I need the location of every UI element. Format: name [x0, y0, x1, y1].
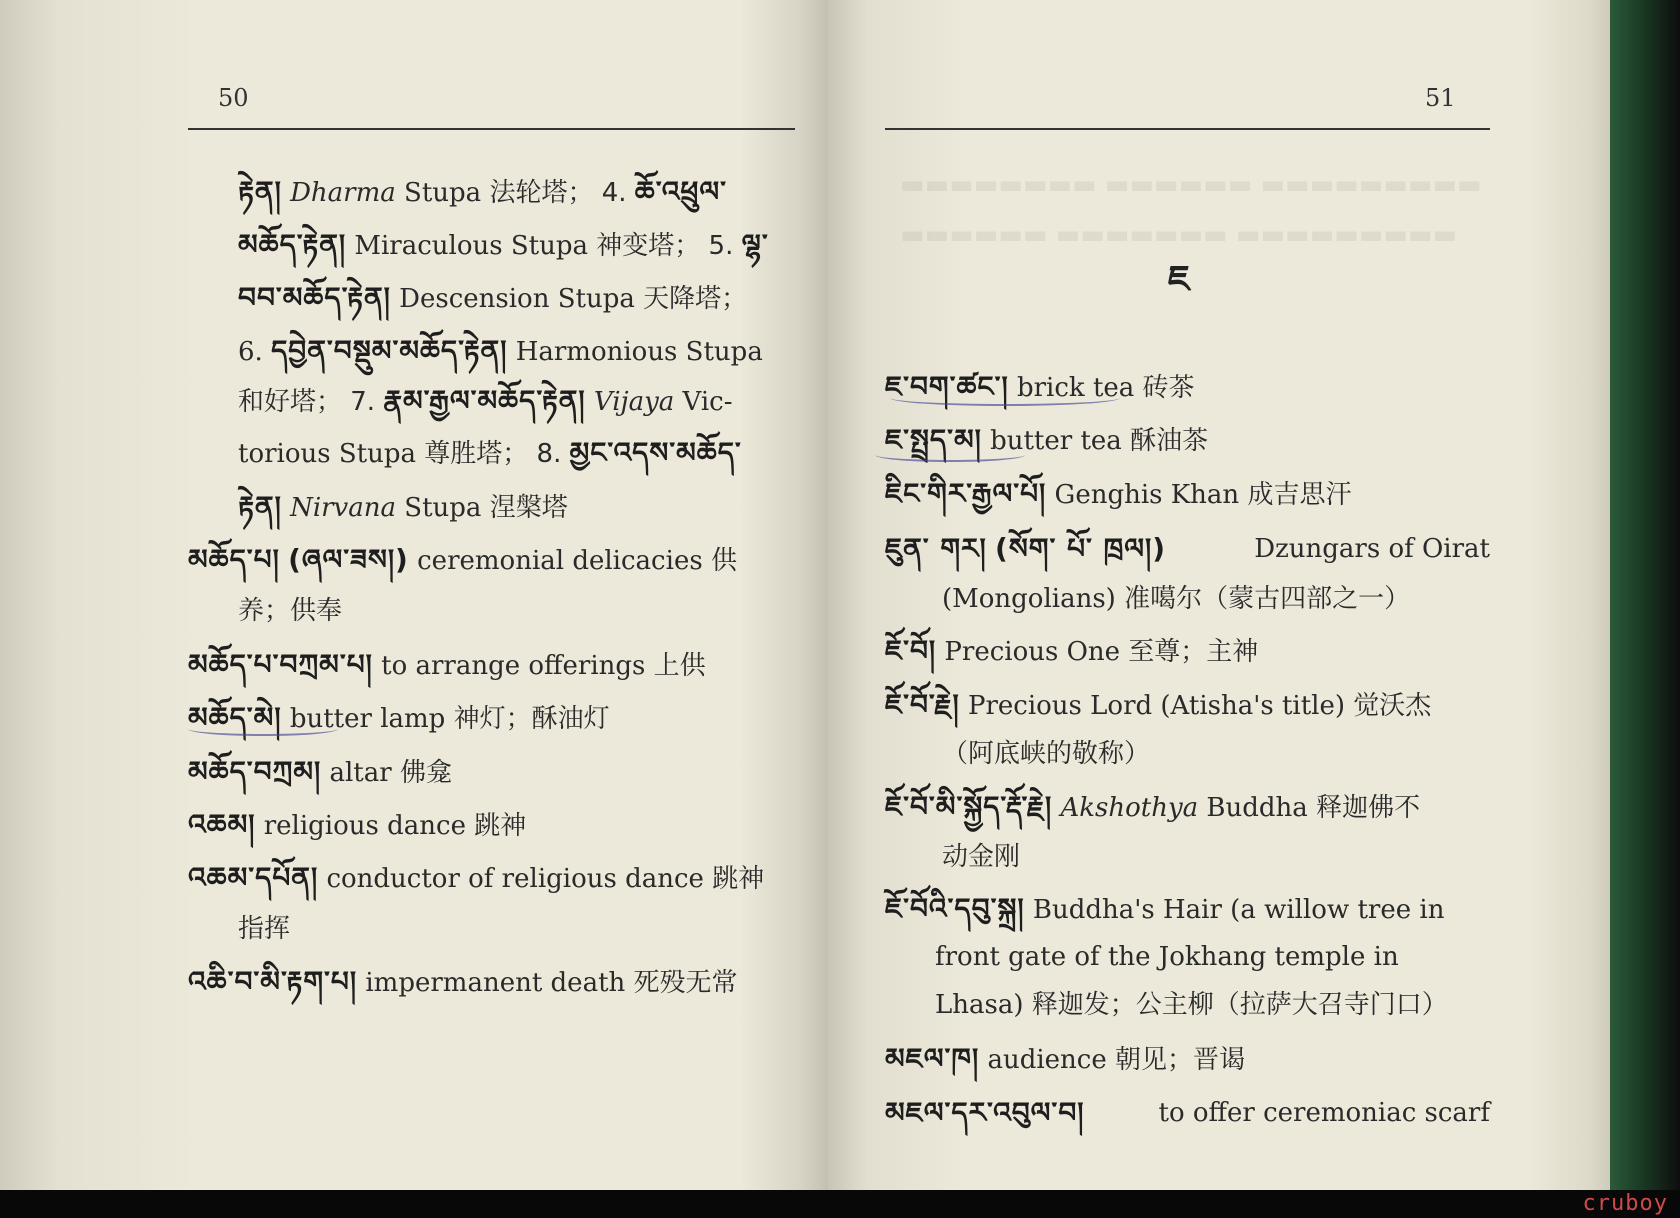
english-gloss: Vic- — [682, 387, 733, 417]
chinese-gloss: 涅槃塔 — [489, 493, 568, 523]
tibetan-term: རྟེན། — [238, 175, 282, 208]
entry-line — [942, 840, 1020, 874]
tibetan-headword: ཇོ་བོ། — [885, 634, 937, 667]
header-rule-left — [188, 128, 795, 130]
chinese-gloss: 神变塔； 5. — [596, 231, 734, 261]
entry-line — [885, 688, 1431, 723]
chinese-gloss: 指挥 — [238, 914, 291, 944]
chinese-gloss: 朝见；晋谒 — [1115, 1045, 1246, 1075]
tibetan-headword: མཆོད་བཀྲམ། — [188, 755, 322, 788]
tibetan-headword: མཆོད་པ། — [188, 543, 280, 576]
tibetan-term: བབ་མཆོད་རྟེན། — [238, 281, 391, 314]
entry-line — [885, 634, 1258, 669]
chinese-gloss: 上供 — [653, 651, 706, 681]
italic-term: Dharma — [290, 178, 396, 208]
english-gloss: religious dance — [263, 811, 466, 841]
entry-line — [188, 543, 737, 578]
english-gloss: impermanent death — [365, 968, 626, 998]
chinese-gloss: 死殁无常 — [633, 968, 738, 998]
entry-line — [885, 790, 1420, 825]
tibetan-headword: ཇོ་བོ་རྗེ། — [885, 688, 960, 721]
pen-underline — [188, 722, 338, 736]
entry-line — [188, 808, 526, 843]
entry-line — [942, 582, 1410, 616]
entry-line — [238, 436, 742, 471]
tibetan-headword: ཇོ་བོའི་དབུ་སྐྲ། — [885, 892, 1025, 925]
english-gloss: conductor of religious dance — [326, 864, 704, 894]
english-gloss: Stupa — [404, 178, 482, 208]
entry-line — [238, 334, 763, 369]
italic-term: Akshothya — [1060, 793, 1199, 823]
entry-line — [238, 912, 290, 946]
chinese-gloss: 跳神 — [712, 864, 765, 894]
english-gloss: Buddha's Hair (a willow tree in — [1032, 895, 1445, 925]
chinese-gloss: 法轮塔； 4. — [489, 178, 627, 208]
english-gloss: to offer ceremoniac scarf — [1158, 1098, 1490, 1128]
english-gloss: to arrange offerings — [381, 651, 646, 681]
entry-line — [238, 490, 568, 525]
tibetan-headword: མཇལ་དར་འབུལ་བ། — [885, 1096, 1085, 1129]
chinese-gloss: 天降塔； — [643, 284, 748, 314]
entry-line — [188, 965, 738, 1000]
english-gloss: Miraculous Stupa — [354, 231, 589, 261]
english-gloss: torious Stupa — [238, 439, 417, 469]
tibetan-term: རྟེན། — [238, 490, 282, 523]
entry-line — [885, 477, 1351, 512]
english-gloss: Descension Stupa — [399, 284, 635, 314]
tibetan-headword: ཇ་བག་ཚང་། — [885, 370, 1009, 403]
tibetan-headword: ཇ་སྤྲད་མ། — [885, 423, 982, 456]
tibetan-headword: མཇལ་ཁ། — [885, 1042, 980, 1075]
english-gloss: front gate of the Jokhang temple in — [935, 942, 1399, 972]
chinese-gloss: （阿底峡的敬称） — [942, 739, 1151, 769]
english-gloss: altar — [329, 758, 392, 788]
entry-line — [188, 861, 764, 896]
chinese-gloss: 酥油茶 — [1130, 426, 1209, 456]
chinese-gloss: 养；供奉 — [238, 596, 343, 626]
book-cover-edge — [1610, 0, 1680, 1200]
entry-line — [885, 1042, 1245, 1077]
english-gloss: Harmonious Stupa — [515, 337, 763, 367]
chinese-gloss: 释迦佛不 — [1316, 793, 1421, 823]
tibetan-term: དབྱེན་བསྡུམ་མཆོད་རྟེན། — [271, 334, 508, 367]
entry-line — [238, 281, 747, 316]
entry-line — [238, 228, 769, 263]
english-gloss: Stupa — [404, 493, 482, 523]
page-number-left: 50 — [218, 84, 249, 112]
english-gloss: Dzungars of Oirat — [1254, 534, 1490, 564]
entry-line — [238, 594, 342, 628]
tibetan-headword: འཆམ་དཔོན། — [188, 861, 319, 894]
entry-line — [238, 175, 727, 210]
entry-line — [188, 755, 452, 790]
page-number-right: 51 — [1425, 84, 1456, 112]
chinese-gloss: 成吉思汗 — [1247, 480, 1352, 510]
chinese-gloss: 准噶尔（蒙古四部之一） — [1124, 584, 1411, 614]
entry-line — [935, 940, 1490, 974]
chinese-gloss: 动金刚 — [942, 842, 1021, 872]
english-gloss: audience — [987, 1045, 1107, 1075]
english-gloss: Buddha — [1206, 793, 1308, 823]
tibetan-term: རྣམ་རྒྱལ་མཆོད་རྟེན། — [383, 384, 586, 417]
english-gloss: Precious Lord (Atisha's title) — [967, 691, 1346, 721]
english-gloss: Precious One — [944, 637, 1121, 667]
entry-line — [188, 648, 706, 683]
section-letter: ཇ — [1168, 259, 1190, 300]
tibetan-parenthetical: (ཞལ་ཟས།) — [288, 543, 409, 576]
english-gloss: butter lamp — [289, 704, 446, 734]
italic-term: Nirvana — [290, 493, 396, 523]
chinese-gloss: 释迦发；公主柳（拉萨大召寺门口） — [1031, 990, 1448, 1020]
tibetan-headword: ཇིང་གིར་རྒྱལ་པོ། — [885, 477, 1047, 510]
chinese-gloss: 至尊；主神 — [1128, 637, 1259, 667]
tibetan-headword: ཇུན་ གར། — [885, 532, 987, 565]
chinese-gloss: 佛龛 — [399, 758, 452, 788]
tibetan-headword: མཆོད་པ་བཀྲམ་པ། — [188, 648, 373, 681]
english-gloss: ceremonial delicacies — [417, 546, 703, 576]
chinese-gloss: 砖茶 — [1142, 373, 1195, 403]
chinese-gloss: 供 — [710, 546, 737, 576]
pen-underline — [890, 390, 1120, 406]
entry-line — [885, 532, 1490, 567]
chinese-gloss: 神灯；酥油灯 — [453, 704, 610, 734]
tibetan-headword: ཇོ་བོ་མི་སྐྱོད་རྡོ་རྗེ། — [885, 790, 1053, 823]
show-through-text: ▬▬▬▬▬▬▬▬ ▬▬▬▬▬▬ ▬▬▬▬▬▬▬▬▬ — [900, 170, 1482, 200]
list-number: 6. — [238, 337, 263, 367]
tibetan-headword: འཆམ། — [188, 808, 256, 841]
tibetan-headword: མཆོད་མེ། — [188, 701, 282, 734]
english-gloss: Genghis Khan — [1054, 480, 1240, 510]
english-gloss: (Mongolians) — [942, 584, 1116, 614]
tibetan-term: ཆོ་འཕྲུལ་ — [634, 175, 727, 208]
pen-underline — [875, 448, 1025, 462]
entry-line — [935, 988, 1448, 1022]
tibetan-term: མྱང་འདས་མཆོད་ — [569, 436, 742, 469]
entry-line — [942, 737, 1150, 771]
tibetan-term: ལྷ་ — [741, 228, 769, 261]
show-through-text: ▬▬▬▬▬▬ ▬▬▬▬▬▬▬ ▬▬▬▬▬▬▬▬▬ — [900, 220, 1457, 250]
entry-line — [885, 892, 1444, 927]
tibetan-parenthetical: (སོག་ པོ་ ཁྲལ།) — [995, 532, 1167, 565]
tibetan-term: མཆོད་རྟེན། — [238, 228, 347, 261]
italic-term: Vijaya — [593, 387, 675, 417]
chinese-gloss: 尊胜塔； 8. — [424, 439, 562, 469]
english-gloss: Lhasa) — [935, 990, 1024, 1020]
bottom-shadow — [0, 1190, 1680, 1218]
english-gloss: butter tea — [990, 426, 1122, 456]
chinese-gloss: 觉沃杰 — [1353, 691, 1432, 721]
watermark: cruboy — [1582, 1191, 1668, 1216]
chinese-gloss: 和好塔； 7. — [238, 387, 376, 417]
chinese-gloss: 跳神 — [474, 811, 527, 841]
entry-line — [238, 384, 733, 419]
english-gloss: brick tea — [1016, 373, 1135, 403]
tibetan-headword: འཆི་བ་མི་རྟག་པ། — [188, 965, 358, 998]
entry-line — [885, 1096, 1490, 1130]
header-rule-right — [885, 128, 1490, 130]
